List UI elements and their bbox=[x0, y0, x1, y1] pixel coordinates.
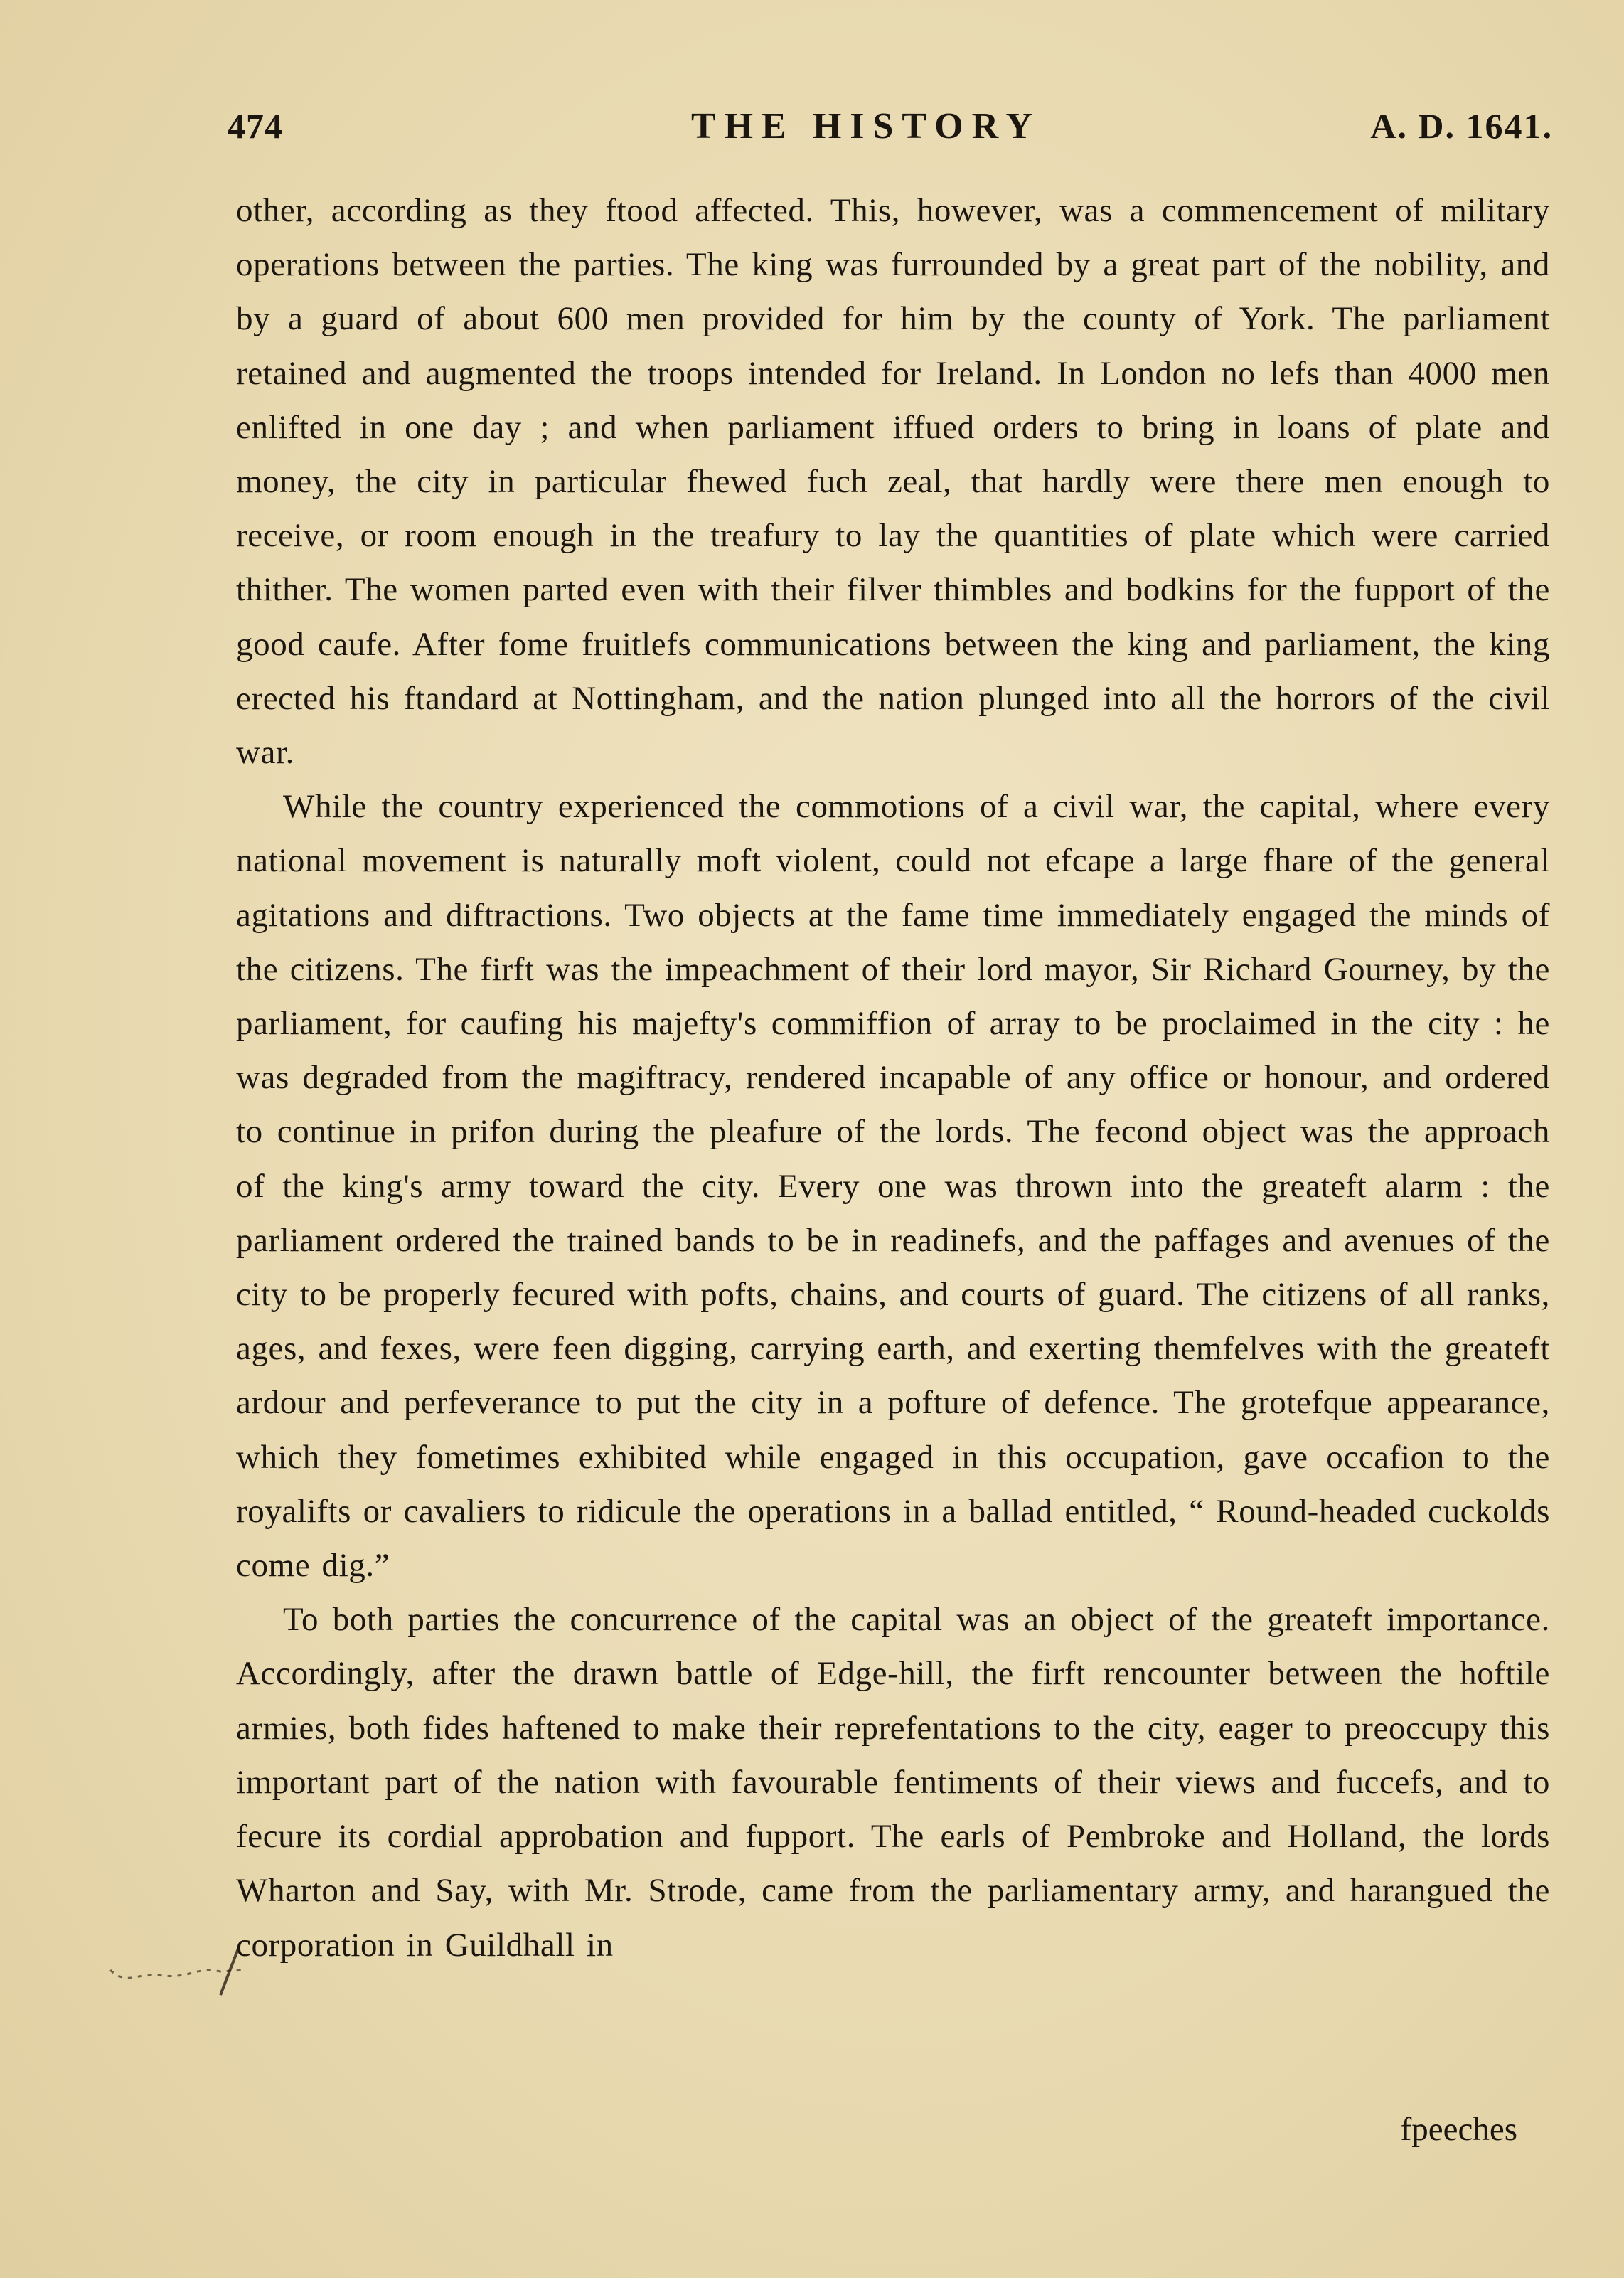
header-year: A. D. 1641. bbox=[1370, 106, 1553, 146]
page-number: 474 bbox=[228, 106, 283, 146]
page-header bbox=[0, 105, 1624, 162]
catchword: fpeeches bbox=[1400, 2111, 1517, 2148]
body-text bbox=[236, 183, 1550, 1972]
margin-ink-mark-icon bbox=[107, 1942, 249, 1998]
paragraph-2: While the country experienced the commotions of a civil war, the capital, where every national movement is naturally moft violent, could not efcape a large fhare of the general agitations and diftractions. Two objects at the fame time immediately engaged the minds of the citizens. The firft was the impeachment of their lord mayor, Sir Richard Gourney, by the parliament, for caufing his majefty's commiffion of array to be proclaimed in the city : he was degraded from the magiftracy, rendered incapable of any office or honour, and ordered to continue in prifon during the pleafure of the lords. The fecond object was the approach of the king's army toward the city. Every one was thrown into the greateft alarm : the parliament ordered the trained bands to be in readinefs, and the paffages and avenues of the city to be properly fecured with pofts, chains, and courts of guard. The citizens of all ranks, ages, and fexes, were feen digging, carrying earth, and exerting themfelves with the greateft ardour and perfeverance to put the city in a pofture of defence. The grotefque appearance, which they fometimes exhibited while engaged in this occupation, gave occafion to the royalifts or cavaliers to ridicule the operations in a ballad entitled, “ Round-headed cuckolds come dig.” bbox=[236, 788, 1550, 1585]
running-title: THE HISTORY bbox=[691, 106, 1041, 147]
paragraph-3: To both parties the concurrence of the capital was an object of the greateft importance. Accordingly, after the drawn battle of Edge-hill, the firft rencounter between the hoftile armies, both fides haftened to make their reprefentations to the city, eager to preoccupy this important part of the nation with favourable fentiments of their views and fuccefs, and to fecure its cordial approbation and fupport. The earls of Pembroke and Holland, the lords Wharton and Say, with Mr. Strode, came from the parliamentary army, and harangued the corporation in Guildhall in bbox=[236, 1601, 1550, 1964]
paragraph-1: other, according as they ftood affected. This, however, was a commencement of military operations between the parties. The king was furrounded by a great part of the nobility, and by a guard of about 600 men provided for him by the county of York. The parliament retained and augmented the troops intended for Ireland. In London no lefs than 4000 men enlifted in one day ; and when parliament iffued orders to bring in loans of plate and money, the city in particular fhewed fuch zeal, that hardly were there men enough to receive, or room enough in the treafury to lay the quantities of plate which were carried thither. The women parted even with their filver thimbles and bodkins for the fupport of the good caufe. After fome fruitlefs communications between the king and parliament, the king erected his ftandard at Nottingham, and the nation plunged into all the horrors of the civil war. bbox=[236, 192, 1550, 772]
